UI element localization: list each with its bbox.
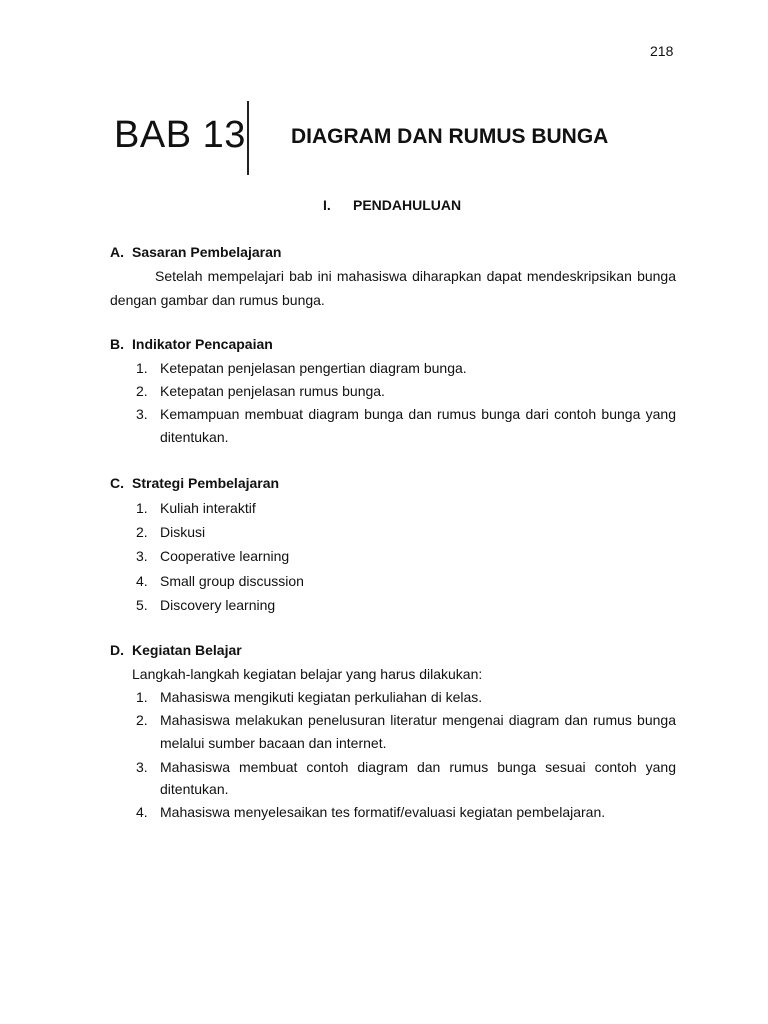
list-item xyxy=(136,524,436,542)
chapter-divider xyxy=(247,101,249,175)
list-number: 2. xyxy=(136,524,148,540)
list-number: 2. xyxy=(136,383,148,399)
heading-text: Kegiatan Belajar xyxy=(132,642,242,658)
list-number: 1. xyxy=(136,500,148,516)
list-number: 1. xyxy=(136,360,148,376)
heading-text: Sasaran Pembelajaran xyxy=(132,244,282,260)
chapter-label: BAB 13 xyxy=(114,114,246,156)
chapter-title: DIAGRAM DAN RUMUS BUNGA xyxy=(291,125,609,148)
heading-kegiatan xyxy=(110,642,242,658)
list-text: Small group discussion xyxy=(160,573,304,589)
list-number: 3. xyxy=(136,406,148,422)
list-text: Diskusi xyxy=(160,524,206,540)
heading-text: Indikator Pencapaian xyxy=(132,336,273,352)
list-text: Ketepatan penjelasan rumus bunga. xyxy=(160,383,385,399)
heading-strategi xyxy=(110,475,279,491)
section-title: PENDAHULUAN xyxy=(353,197,462,213)
list-number: 4. xyxy=(136,573,148,589)
list-item xyxy=(136,548,436,566)
list-text: Kuliah interaktif xyxy=(160,500,256,516)
paragraph-line: Setelah mempelajari bab ini mahasiswa diharapkan dapat mendeskripsikan bunga xyxy=(155,268,676,284)
list-number: 5. xyxy=(136,597,148,613)
list-number: 3. xyxy=(136,759,148,775)
section-number: I. xyxy=(323,197,331,213)
list-text: Ketepatan penjelasan pengertian diagram bunga. xyxy=(160,360,467,376)
list-text: Mahasiswa melakukan penelusuran literatur mengenai diagram dan rumus bunga xyxy=(160,712,676,728)
heading-letter: B. xyxy=(110,336,124,352)
page-number: 218 xyxy=(650,43,674,59)
section-heading xyxy=(323,197,461,213)
list-item xyxy=(136,360,676,378)
list-text-continued: ditentukan. xyxy=(160,781,229,797)
list-text: Discovery learning xyxy=(160,597,276,613)
list-text: Mahasiswa menyelesaikan tes formatif/evaluasi kegiatan pembelajaran. xyxy=(160,804,606,820)
heading-letter: C. xyxy=(110,475,124,491)
list-item xyxy=(136,573,436,591)
list-item xyxy=(136,597,436,615)
list-number: 1. xyxy=(136,689,148,705)
list-text: Cooperative learning xyxy=(160,548,290,564)
list-item xyxy=(136,383,676,401)
list-item xyxy=(136,500,436,518)
paragraph-line: Langkah-langkah kegiatan belajar yang harus dilakukan: xyxy=(132,666,483,682)
list-text: Mahasiswa membuat contoh diagram dan rumus bunga sesuai contoh yang xyxy=(160,759,676,775)
heading-indikator xyxy=(110,336,273,352)
list-item xyxy=(136,804,676,822)
list-number: 2. xyxy=(136,712,148,728)
heading-sasaran xyxy=(110,244,281,260)
list-number: 3. xyxy=(136,548,148,564)
list-number: 4. xyxy=(136,804,148,820)
list-text: Mahasiswa mengikuti kegiatan perkuliahan di kelas. xyxy=(160,689,483,705)
paragraph-line: dengan gambar dan rumus bunga. xyxy=(110,292,325,308)
list-item xyxy=(136,406,676,424)
list-item xyxy=(136,759,676,777)
list-text-continued: ditentukan. xyxy=(160,429,229,445)
list-item xyxy=(136,712,676,730)
heading-text: Strategi Pembelajaran xyxy=(132,475,280,491)
list-item xyxy=(136,689,676,707)
list-text: Kemampuan membuat diagram bunga dan rumus bunga dari contoh bunga yang xyxy=(160,406,676,422)
heading-letter: D. xyxy=(110,642,124,658)
heading-letter: A. xyxy=(110,244,124,260)
list-text-continued: melalui sumber bacaan dan internet. xyxy=(160,735,387,751)
